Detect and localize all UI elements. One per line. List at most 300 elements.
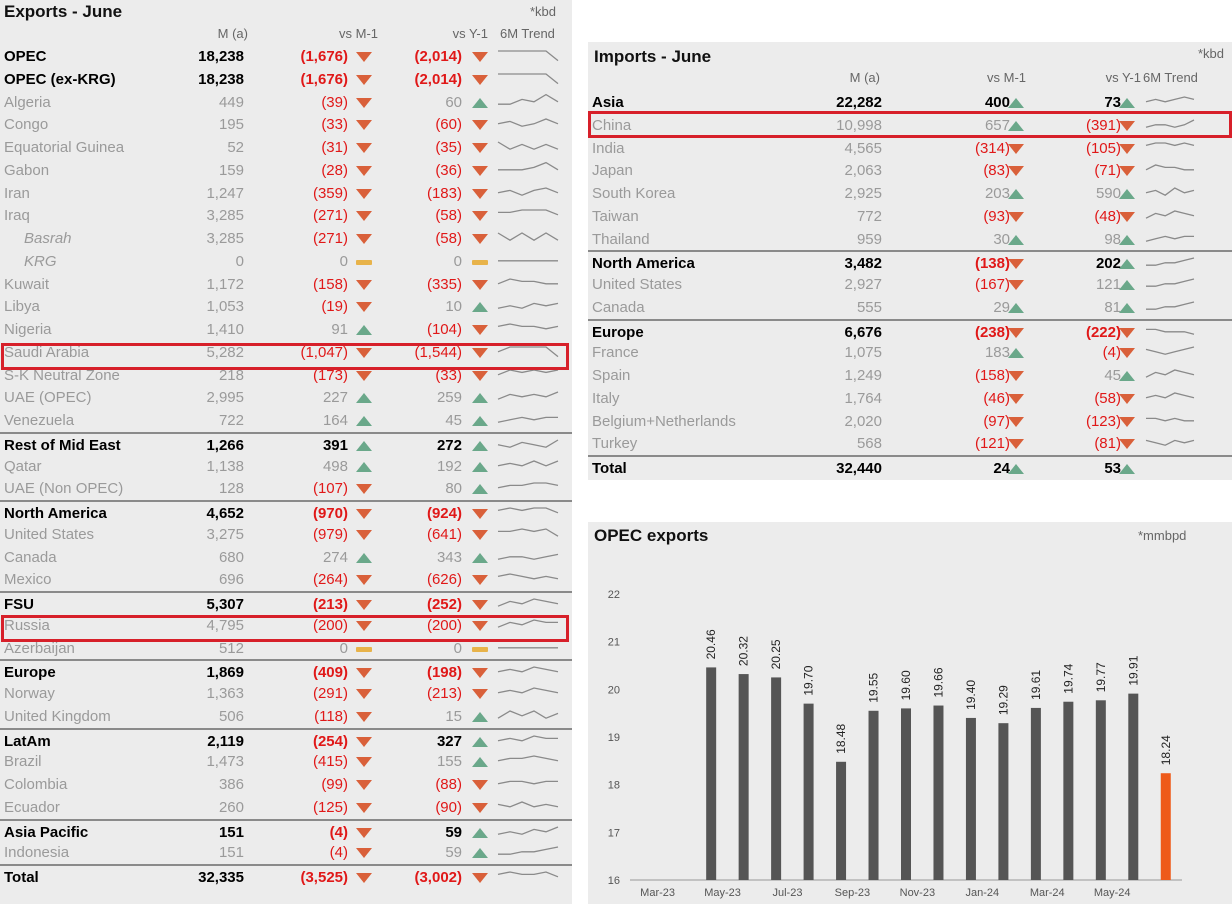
row-label: S-K Neutral Zone xyxy=(4,366,120,384)
x-tick-label: Sep-23 xyxy=(834,887,871,899)
value-month: 2,925 xyxy=(844,185,882,202)
value-vs-year: 60 xyxy=(445,93,462,111)
indicator-up-icon xyxy=(472,97,488,109)
bar xyxy=(1128,694,1138,880)
table-row xyxy=(0,91,572,114)
indicator-up-icon xyxy=(472,756,488,768)
bar-value-label: 19.77 xyxy=(1093,662,1108,693)
value-vs-year: 53 xyxy=(1104,460,1121,477)
value-vs-year: (222) xyxy=(1085,323,1121,341)
value-vs-month: (3,525) xyxy=(300,869,348,886)
indicator-down-icon xyxy=(356,802,372,814)
indicator-down-icon xyxy=(1008,211,1024,223)
value-vs-month: (1,676) xyxy=(300,48,348,65)
indicator-down-icon xyxy=(1008,370,1024,382)
indicator-down-icon xyxy=(356,667,372,679)
trend-sparkline xyxy=(496,797,560,817)
value-month: 1,473 xyxy=(206,753,244,771)
table-row xyxy=(0,250,572,273)
value-vs-year: (200) xyxy=(426,616,462,634)
row-label: Indonesia xyxy=(4,844,70,862)
indicator-down-icon xyxy=(472,688,488,700)
value-vs-month: 91 xyxy=(331,321,348,338)
row-label: Equatorial Guinea xyxy=(4,139,125,156)
table-row xyxy=(588,364,1232,387)
value-month: 32,440 xyxy=(836,460,882,477)
indicator-down-icon xyxy=(472,779,488,791)
value-vs-year: 343 xyxy=(436,548,462,566)
indicator-down-icon xyxy=(356,165,372,177)
row-label: Total xyxy=(4,869,39,886)
y-tick-label: 16 xyxy=(607,875,620,887)
row-label: China xyxy=(592,116,632,134)
table-row xyxy=(588,91,1232,114)
table-row xyxy=(0,568,572,591)
indicator-down-icon xyxy=(472,188,488,200)
value-vs-month: (314) xyxy=(974,139,1010,157)
value-vs-year: (58) xyxy=(435,230,462,247)
indicator-up-icon xyxy=(472,827,488,839)
value-vs-month: (28) xyxy=(321,161,348,179)
y-tick-label: 21 xyxy=(607,636,620,649)
imports-title: Imports - June xyxy=(594,47,712,66)
indicator-up-icon xyxy=(472,736,488,748)
indicator-down-icon xyxy=(356,370,372,382)
row-label: UAE (Non OPEC) xyxy=(4,480,124,498)
indicator-down-icon xyxy=(356,736,372,748)
value-vs-month: 498 xyxy=(322,457,348,475)
value-month: 151 xyxy=(218,823,244,841)
trend-sparkline xyxy=(1144,115,1196,135)
value-vs-year: (48) xyxy=(1094,207,1121,225)
value-vs-year: (2,014) xyxy=(414,70,462,88)
value-vs-month: 400 xyxy=(984,94,1010,111)
indicator-down-icon xyxy=(1008,416,1024,428)
value-vs-month: (46) xyxy=(983,389,1010,407)
row-label: OPEC (ex-KRG) xyxy=(4,70,116,88)
value-vs-month: (33) xyxy=(321,116,348,134)
bar-value-label: 18.48 xyxy=(834,723,849,754)
trend-sparkline xyxy=(496,435,560,455)
table-row xyxy=(588,114,1232,137)
indicator-up-icon xyxy=(1119,258,1135,270)
bar xyxy=(933,706,943,880)
value-month: 1,363 xyxy=(206,685,244,702)
value-vs-year: (33) xyxy=(435,366,462,384)
value-vs-year: 0 xyxy=(453,639,462,657)
value-vs-year: (60) xyxy=(435,116,462,134)
value-vs-year: (335) xyxy=(426,275,462,293)
trend-sparkline xyxy=(496,867,560,887)
indicator-down-icon xyxy=(1119,120,1135,132)
trend-sparkline xyxy=(496,160,560,180)
row-label: Iraq xyxy=(4,207,30,225)
value-month: 1,266 xyxy=(206,436,244,454)
table-row xyxy=(0,773,572,796)
indicator-down-icon xyxy=(356,529,372,541)
value-vs-year: (626) xyxy=(426,571,462,589)
row-label: UAE (OPEC) xyxy=(4,389,92,407)
indicator-up-icon xyxy=(1119,97,1135,109)
value-month: 1,764 xyxy=(844,389,882,407)
table-row xyxy=(0,364,572,387)
indicator-down-icon xyxy=(356,210,372,222)
row-label: FSU xyxy=(4,596,34,613)
value-vs-year: (641) xyxy=(426,525,462,543)
value-vs-year: (4) xyxy=(1102,344,1121,362)
table-row xyxy=(588,455,1232,478)
trend-sparkline xyxy=(496,524,560,544)
value-month: 2,119 xyxy=(207,732,244,750)
indicator-down-icon xyxy=(356,847,372,859)
indicator-down-icon xyxy=(472,210,488,222)
trend-sparkline xyxy=(1144,388,1196,408)
value-vs-year: (36) xyxy=(435,161,462,179)
bar xyxy=(901,708,911,880)
imports-panel xyxy=(588,42,1232,480)
value-month: 772 xyxy=(856,207,882,225)
table-row xyxy=(588,410,1232,433)
row-label: Belgium+Netherlands xyxy=(592,412,736,430)
trend-sparkline xyxy=(496,205,560,225)
value-month: 1,247 xyxy=(206,184,244,202)
trend-sparkline xyxy=(1144,274,1196,294)
trend-sparkline xyxy=(1144,183,1196,203)
indicator-down-icon xyxy=(472,802,488,814)
value-month: 18,238 xyxy=(198,48,244,65)
indicator-up-icon xyxy=(356,461,372,473)
row-label: Nigeria xyxy=(4,321,52,338)
indicator-up-icon xyxy=(1119,463,1135,475)
table-row xyxy=(0,546,572,569)
value-month: 512 xyxy=(218,639,244,657)
value-month: 3,285 xyxy=(206,207,244,225)
value-month: 2,020 xyxy=(844,412,882,430)
indicator-up-icon xyxy=(1119,279,1135,291)
trend-sparkline xyxy=(496,594,560,614)
table-row xyxy=(0,728,572,751)
row-label: Ecuador xyxy=(4,798,60,816)
trend-sparkline xyxy=(1144,365,1196,385)
value-month: 449 xyxy=(218,93,244,111)
trend-sparkline xyxy=(1144,458,1196,478)
indicator-up-icon xyxy=(472,461,488,473)
trend-sparkline xyxy=(1144,433,1196,453)
table-row xyxy=(0,864,572,887)
indicator-down-icon xyxy=(472,599,488,611)
x-tick-label: Nov-23 xyxy=(899,887,936,899)
trend-sparkline xyxy=(496,365,560,385)
x-tick-label: Jan-24 xyxy=(965,887,1000,899)
value-month: 696 xyxy=(218,571,244,589)
table-row xyxy=(0,318,572,341)
indicator-up-icon xyxy=(1008,347,1024,359)
table-row xyxy=(588,432,1232,455)
table-row xyxy=(0,659,572,682)
row-label: LatAm xyxy=(4,732,51,750)
trend-sparkline xyxy=(1144,342,1196,362)
row-label: Venezuela xyxy=(4,412,75,429)
trend-sparkline xyxy=(1144,322,1196,342)
bar xyxy=(836,762,846,880)
indicator-down-icon xyxy=(1119,143,1135,155)
y-tick-label: 19 xyxy=(607,732,620,744)
trend-sparkline xyxy=(496,296,560,316)
indicator-down-icon xyxy=(1119,416,1135,428)
bar-value-label: 19.74 xyxy=(1061,663,1076,694)
value-month: 128 xyxy=(218,480,244,498)
value-vs-month: (167) xyxy=(974,276,1010,293)
value-vs-month: (118) xyxy=(314,707,348,725)
indicator-down-icon xyxy=(356,188,372,200)
value-month: 32,335 xyxy=(198,869,244,886)
trend-sparkline xyxy=(496,251,560,271)
bar-value-label: 18.24 xyxy=(1158,735,1173,766)
value-vs-month: (173) xyxy=(312,366,348,384)
row-label: Qatar xyxy=(4,457,42,475)
value-vs-year: (1,544) xyxy=(414,343,462,361)
value-vs-year: 81 xyxy=(1104,298,1121,316)
table-row xyxy=(0,113,572,136)
table-row xyxy=(0,182,572,205)
table-row xyxy=(588,205,1232,228)
value-vs-year: 59 xyxy=(445,823,462,841)
indicator-down-icon xyxy=(1008,258,1024,270)
value-vs-month: 657 xyxy=(984,116,1010,134)
row-label: Spain xyxy=(592,367,631,384)
value-month: 959 xyxy=(856,230,882,248)
value-vs-year: 272 xyxy=(436,436,462,454)
value-vs-month: (254) xyxy=(312,732,348,750)
value-vs-month: (121) xyxy=(974,435,1010,453)
table-row xyxy=(588,182,1232,205)
row-label: Taiwan xyxy=(592,207,639,225)
value-vs-year: 73 xyxy=(1104,94,1121,111)
value-vs-month: (271) xyxy=(312,230,348,247)
row-label: Russia xyxy=(4,616,50,634)
indicator-down-icon xyxy=(472,233,488,245)
indicator-down-icon xyxy=(356,279,372,291)
indicator-down-icon xyxy=(356,711,372,723)
value-vs-year: (183) xyxy=(426,184,462,202)
trend-sparkline xyxy=(1144,253,1196,273)
trend-sparkline xyxy=(496,638,560,658)
indicator-down-icon xyxy=(356,142,372,154)
value-month: 555 xyxy=(856,298,882,316)
value-month: 3,482 xyxy=(844,255,882,273)
exports-col-m: M (a) xyxy=(217,26,248,41)
value-month: 0 xyxy=(235,252,244,270)
chart-unit: *mmbpd xyxy=(1138,528,1187,543)
table-row xyxy=(0,705,572,728)
indicator-up-icon xyxy=(472,440,488,452)
row-label: Kuwait xyxy=(4,275,50,293)
exports-col-trend: 6M Trend xyxy=(500,26,555,41)
table-row xyxy=(588,341,1232,364)
indicator-up-icon xyxy=(472,415,488,427)
value-month: 1,410 xyxy=(206,321,244,338)
value-vs-year: 327 xyxy=(436,732,462,750)
value-month: 52 xyxy=(227,139,244,156)
indicator-up-icon xyxy=(472,392,488,404)
indicator-up-icon xyxy=(472,552,488,564)
row-label: Gabon xyxy=(4,161,50,179)
trend-sparkline xyxy=(496,503,560,523)
indicator-down-icon xyxy=(1008,143,1024,155)
trend-sparkline xyxy=(496,751,560,771)
value-vs-year: (88) xyxy=(435,776,462,793)
imports-col-vy: vs Y-1 xyxy=(1105,70,1141,85)
value-vs-year: 192 xyxy=(436,457,462,475)
x-tick-label: Mar-24 xyxy=(1029,887,1065,899)
value-month: 4,795 xyxy=(206,616,244,634)
indicator-down-icon xyxy=(472,872,488,884)
value-vs-month: (238) xyxy=(974,323,1010,341)
row-label: Rest of Mid East xyxy=(4,436,121,454)
value-vs-month: (4) xyxy=(329,844,348,862)
indicator-flat-icon xyxy=(472,256,488,268)
exports-unit: *kbd xyxy=(530,4,557,19)
row-label: South Korea xyxy=(592,185,676,202)
table-row xyxy=(0,295,572,318)
trend-sparkline xyxy=(496,387,560,407)
row-label: KRG xyxy=(24,252,57,270)
x-tick-label: Mar-23 xyxy=(640,887,676,899)
indicator-flat-icon xyxy=(472,643,488,655)
value-vs-month: (158) xyxy=(974,367,1010,384)
bar xyxy=(1096,700,1106,880)
indicator-down-icon xyxy=(1119,438,1135,450)
indicator-down-icon xyxy=(356,51,372,63)
indicator-down-icon xyxy=(356,872,372,884)
value-month: 1,075 xyxy=(844,344,882,362)
value-vs-month: (213) xyxy=(312,596,348,613)
value-month: 10,998 xyxy=(836,116,882,134)
value-vs-year: 45 xyxy=(445,412,462,429)
indicator-up-icon xyxy=(1119,370,1135,382)
value-month: 195 xyxy=(218,116,244,134)
value-month: 722 xyxy=(218,412,244,429)
indicator-up-icon xyxy=(472,711,488,723)
indicator-down-icon xyxy=(356,620,372,632)
indicator-down-icon xyxy=(472,165,488,177)
table-row xyxy=(0,204,572,227)
exports-col-vm: vs M-1 xyxy=(339,26,378,41)
indicator-down-icon xyxy=(1119,327,1135,339)
bar-value-label: 19.70 xyxy=(801,665,816,696)
table-row xyxy=(588,387,1232,410)
trend-sparkline xyxy=(496,774,560,794)
indicator-down-icon xyxy=(356,483,372,495)
indicator-down-icon xyxy=(472,529,488,541)
indicator-down-icon xyxy=(472,142,488,154)
trend-sparkline xyxy=(1144,206,1196,226)
imports-col-vm: vs M-1 xyxy=(987,70,1026,85)
value-vs-month: (200) xyxy=(312,616,348,634)
bar-value-label: 19.91 xyxy=(1126,655,1141,686)
trend-sparkline xyxy=(496,319,560,339)
value-month: 3,275 xyxy=(206,525,244,543)
opec-exports-chart xyxy=(588,522,1232,904)
table-row xyxy=(0,227,572,250)
value-vs-month: (409) xyxy=(312,664,348,682)
indicator-up-icon xyxy=(1119,302,1135,314)
imports-col-m: M (a) xyxy=(849,70,880,85)
indicator-up-icon xyxy=(472,301,488,313)
indicator-down-icon xyxy=(1008,165,1024,177)
value-month: 568 xyxy=(856,435,882,453)
indicator-down-icon xyxy=(356,347,372,359)
indicator-down-icon xyxy=(472,279,488,291)
trend-sparkline xyxy=(496,706,560,726)
bar-value-label: 19.61 xyxy=(1028,669,1043,700)
value-vs-year: (104) xyxy=(426,321,462,338)
value-vs-year: 98 xyxy=(1104,230,1121,248)
row-label: Canada xyxy=(592,298,645,316)
trend-sparkline xyxy=(496,569,560,589)
x-tick-label: May-24 xyxy=(1093,887,1131,899)
bar xyxy=(1063,702,1073,880)
value-vs-year: (35) xyxy=(435,139,462,156)
value-vs-year: (2,014) xyxy=(414,48,462,65)
table-row xyxy=(0,750,572,773)
indicator-up-icon xyxy=(356,440,372,452)
value-vs-month: (1,676) xyxy=(300,70,348,88)
value-vs-year: 80 xyxy=(445,480,462,498)
row-label: Mexico xyxy=(4,571,52,589)
table-row xyxy=(588,250,1232,273)
trend-sparkline xyxy=(496,456,560,476)
table-row xyxy=(0,386,572,409)
bar xyxy=(739,674,749,880)
value-vs-month: (1,047) xyxy=(300,343,348,361)
value-month: 1,172 xyxy=(206,275,244,293)
indicator-up-icon xyxy=(1008,120,1024,132)
value-month: 506 xyxy=(218,707,244,725)
table-row xyxy=(0,500,572,523)
value-vs-year: 155 xyxy=(436,753,462,771)
indicator-down-icon xyxy=(1008,393,1024,405)
table-row xyxy=(0,409,572,432)
value-vs-month: (4) xyxy=(329,823,348,841)
trend-sparkline xyxy=(496,410,560,430)
value-month: 386 xyxy=(218,776,244,793)
value-month: 260 xyxy=(218,798,244,816)
indicator-down-icon xyxy=(356,74,372,86)
trend-sparkline xyxy=(496,228,560,248)
table-row xyxy=(0,591,572,614)
table-row xyxy=(0,682,572,705)
indicator-down-icon xyxy=(356,827,372,839)
bar-value-label: 19.60 xyxy=(899,670,913,701)
row-label: Iran xyxy=(4,184,30,202)
value-month: 1,249 xyxy=(844,367,882,384)
indicator-up-icon xyxy=(472,847,488,859)
value-vs-year: 121 xyxy=(1095,276,1121,293)
value-vs-year: 590 xyxy=(1095,185,1121,202)
row-label: France xyxy=(592,344,639,362)
trend-sparkline xyxy=(496,69,560,89)
indicator-down-icon xyxy=(1008,327,1024,339)
trend-sparkline xyxy=(496,114,560,134)
value-vs-month: (970) xyxy=(312,505,348,522)
indicator-down-icon xyxy=(356,233,372,245)
value-month: 1,138 xyxy=(206,457,244,475)
y-tick-label: 18 xyxy=(607,779,620,792)
value-vs-month: 24 xyxy=(993,460,1010,477)
table-row xyxy=(588,273,1232,296)
row-label: North America xyxy=(4,505,107,522)
